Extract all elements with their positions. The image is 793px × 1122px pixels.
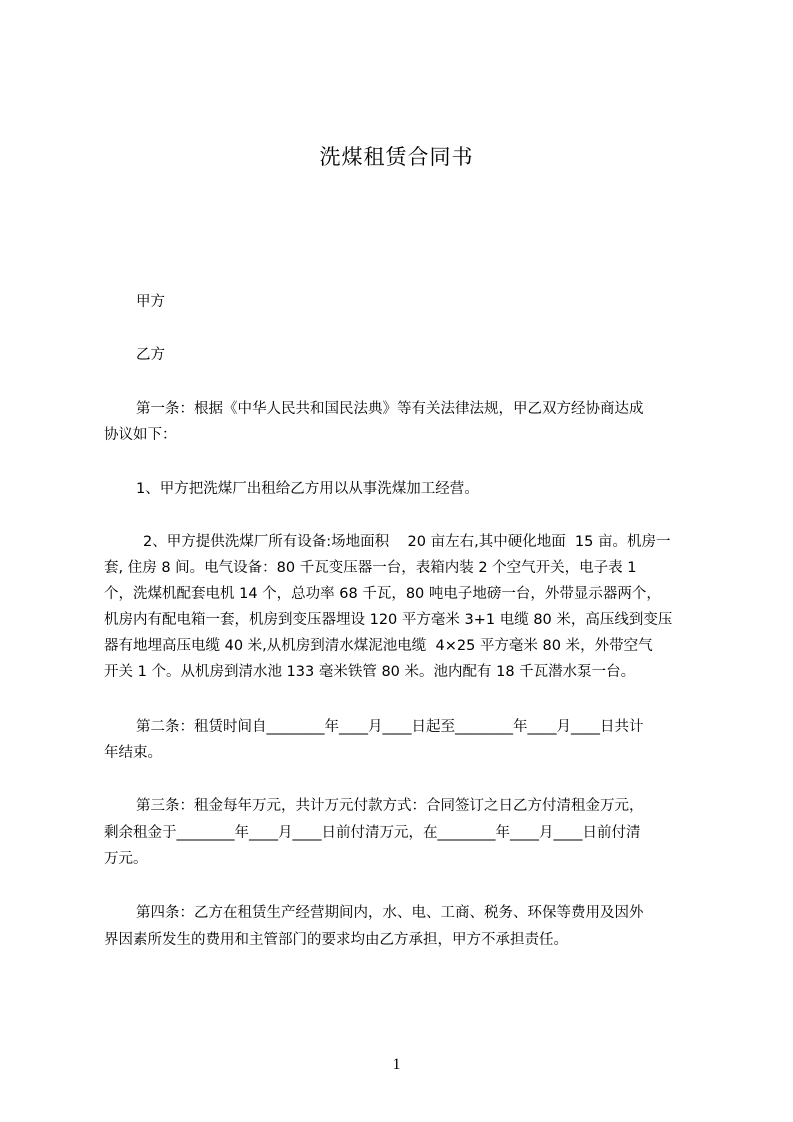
article-4-line: 第四条：乙方在租赁生产经营期间内，水、电、工商、税务、环保等费用及因外 [136,905,644,921]
page-number: 1 [392,1056,401,1073]
page-title: 洗煤租赁合同书 [319,145,474,169]
clause-item-2-line: 开关 1 个。从机房到清水池 133 毫米铁管 80 米。池内配有 18 千瓦潜水泵一台。 [104,664,636,680]
clause-item-2-line: 2、甲方提供洗煤厂所有设备:场地面积 20 亩左右,其中硬化地面 15 亩。机房一 [143,534,671,550]
article-1-line: 第一条：根据《中华人民共和国民法典》等有关法律法规，甲乙双方经协商达成 [136,401,644,417]
article-4-line: 界因素所发生的费用和主管部门的要求均由乙方承担，甲方不承担责任。 [104,932,568,948]
article-3-line: 第三条：租金每年万元，共计万元付款方式：合同签订之日乙方付清租金万元， [136,798,644,814]
clause-item-2-line: 机房内有配电箱一套，机房到变压器埋设 120 平方毫米 3+1 电缆 80 米，高压线到变压 [104,612,673,628]
article-2-line: 年结束。 [104,745,162,761]
article-3-line: 剩余租金于________年____月____日前付清万元，在________年____月____日前付清 [104,825,641,841]
party-a-label: 甲方 [136,294,165,310]
clause-item-2-line: 个，洗煤机配套电机 14 个，总功率 68 千瓦，80 吨电子地磅一台，外带显示器两个， [104,586,661,602]
article-2-line: 第二条：租赁时间自________年____月____日起至________年____月____日共计 [136,719,644,735]
clause-item-1: 1、甲方把洗煤厂出租给乙方用以从事洗煤加工经营。 [136,481,479,497]
clause-item-2-line: 器有地埋高压电缆 40 米,从机房到清水煤泥池电缆 4×25 平方毫米 80 米，外带空气 [104,638,653,654]
clause-item-2-line: 套, 住房 8 间。电气设备：80 千瓦变压器一台，表箱内装 2 个空气开关，电子表 1 [104,560,637,576]
article-3-line: 万元。 [104,851,148,867]
article-1-line: 协议如下： [104,427,177,443]
party-b-label: 乙方 [136,347,165,363]
